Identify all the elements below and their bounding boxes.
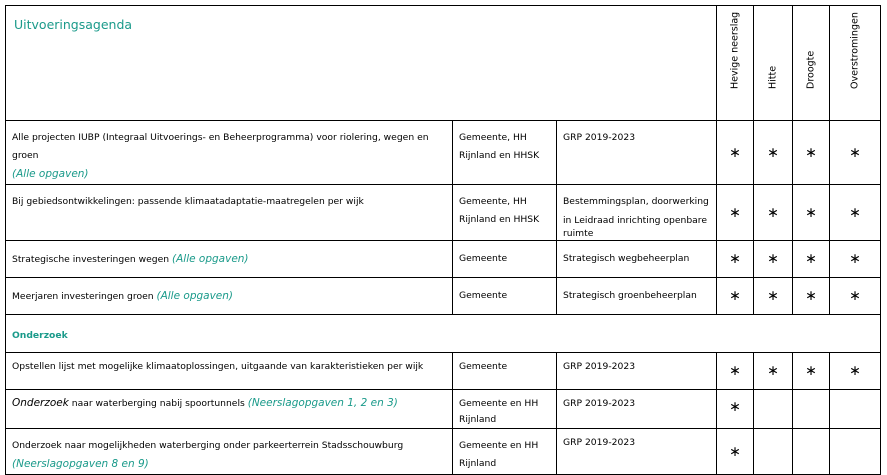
mark-hevige-neerslag: ∗ <box>717 278 754 315</box>
party-cell <box>453 429 557 475</box>
mark-hitte: ∗ <box>754 121 793 185</box>
column-header-hitte <box>754 6 793 121</box>
mark-overstromingen: ∗ <box>830 121 881 185</box>
mark-droogte: ∗ <box>793 353 830 390</box>
opgave-tag: (Neerslagopgaven 1, 2 en 3) <box>247 397 398 409</box>
mark-hitte: ∗ <box>754 353 793 390</box>
column-header-label: Droogte <box>805 50 817 89</box>
section-cell <box>6 315 881 353</box>
party-line: Gemeente en HH <box>459 398 539 409</box>
opgave-tag: (Alle opgaven) <box>156 289 234 302</box>
instrument-text: GRP 2019-2023 <box>563 398 636 409</box>
mark-hevige-neerslag: ∗ <box>717 390 754 429</box>
uitvoeringsagenda-table <box>5 5 881 475</box>
description-text: naar waterberging nabij spoortunnels <box>71 398 245 409</box>
party-line: Rijnland en HHSK <box>459 150 540 161</box>
mark-hitte: ∗ <box>754 241 793 278</box>
table-row <box>6 353 881 390</box>
mark-droogte: ∗ <box>793 241 830 278</box>
description-cell <box>6 390 453 429</box>
mark-overstromingen <box>830 390 881 429</box>
party-line: Gemeente, HH <box>459 132 527 143</box>
table-row <box>6 278 881 315</box>
mark-droogte <box>793 429 830 475</box>
description-text: Opstellen lijst met mogelijke klimaatoplossingen, uitgaande van karakteristieken per wijk <box>12 361 424 372</box>
instrument-line: Bestemmingsplan, doorwerking <box>563 196 709 207</box>
instrument-text: GRP 2019-2023 <box>563 132 636 143</box>
table-row <box>6 429 881 475</box>
column-header-label: Overstromingen <box>849 11 861 89</box>
instrument-cell <box>557 353 717 390</box>
description-cell <box>6 353 453 390</box>
party-cell: Gemeente <box>453 278 557 315</box>
instrument-line: in Leidraad inrichting openbare ruimte <box>563 215 708 239</box>
party-line: Rijnland en HHSK <box>459 214 540 225</box>
instrument-cell: Strategisch wegbeheerplan <box>557 241 717 278</box>
mark-hitte <box>754 390 793 429</box>
mark-hevige-neerslag: ∗ <box>717 429 754 475</box>
party-line: Rijnland <box>459 458 497 469</box>
opgave-tag: (Alle opgaven) <box>12 168 89 180</box>
instrument-cell: Strategisch groenbeheerplan <box>557 278 717 315</box>
description-text: Strategische investeringen wegen <box>12 253 170 265</box>
mark-hevige-neerslag: ∗ <box>717 121 754 185</box>
description-text: Meerjaren investeringen groen <box>12 290 154 302</box>
opgave-tag: (Neerslagopgaven 8 en 9) <box>12 458 149 470</box>
table-row <box>6 185 881 241</box>
description-cell <box>6 241 453 278</box>
instrument-cell <box>557 429 717 475</box>
description-text: Alle projecten IUBP (Integraal Uitvoerings- en Beheerprogramma) voor riolering, wegen en groen <box>12 132 429 161</box>
mark-overstromingen: ∗ <box>830 353 881 390</box>
mark-hevige-neerslag: ∗ <box>717 241 754 278</box>
mark-droogte: ∗ <box>793 121 830 185</box>
header-row <box>6 6 881 121</box>
instrument-text: GRP 2019-2023 <box>563 361 636 372</box>
party-text: Gemeente <box>459 361 508 372</box>
description-text: Onderzoek naar mogelijkheden waterberging onder parkeerterrein Stadsschouwburg <box>12 440 404 451</box>
mark-hevige-neerslag: ∗ <box>717 353 754 390</box>
mark-hitte: ∗ <box>754 278 793 315</box>
mark-overstromingen <box>830 429 881 475</box>
party-line: Rijnland <box>459 414 497 425</box>
column-header-hevige-neerslag <box>717 6 754 121</box>
party-cell: Gemeente <box>453 241 557 278</box>
section-row <box>6 315 881 353</box>
column-header-label: Hevige neerslag <box>729 11 741 89</box>
description-cell <box>6 121 453 185</box>
party-cell <box>453 185 557 241</box>
table-row <box>6 241 881 278</box>
description-cell <box>6 429 453 475</box>
party-line: Gemeente en HH <box>459 440 539 451</box>
mark-overstromingen: ∗ <box>830 278 881 315</box>
mark-droogte: ∗ <box>793 185 830 241</box>
mark-hevige-neerslag: ∗ <box>717 185 754 241</box>
description-cell <box>6 185 453 241</box>
mark-overstromingen: ∗ <box>830 185 881 241</box>
mark-hitte <box>754 429 793 475</box>
opgave-tag: (Alle opgaven) <box>172 252 249 265</box>
description-text: Bij gebiedsontwikkelingen: passende klimaatadaptatie-maatregelen per wijk <box>12 196 364 207</box>
table-row <box>6 390 881 429</box>
mark-hitte: ∗ <box>754 185 793 241</box>
party-cell <box>453 390 557 429</box>
instrument-cell <box>557 185 717 241</box>
instrument-cell <box>557 390 717 429</box>
instrument-cell <box>557 121 717 185</box>
party-cell <box>453 353 557 390</box>
column-header-label: Hitte <box>767 65 779 89</box>
table-title: Uitvoeringsagenda <box>14 17 133 32</box>
table-row <box>6 121 881 185</box>
party-cell <box>453 121 557 185</box>
column-header-overstromingen <box>830 6 881 121</box>
mark-droogte <box>793 390 830 429</box>
party-line: Gemeente, HH <box>459 196 527 207</box>
instrument-text: GRP 2019-2023 <box>563 437 636 448</box>
mark-overstromingen: ∗ <box>830 241 881 278</box>
description-cell <box>6 278 453 315</box>
mark-droogte: ∗ <box>793 278 830 315</box>
title-cell <box>6 6 717 121</box>
column-header-droogte <box>793 6 830 121</box>
section-heading: Onderzoek <box>12 330 68 341</box>
description-italic: Onderzoek <box>12 397 69 409</box>
